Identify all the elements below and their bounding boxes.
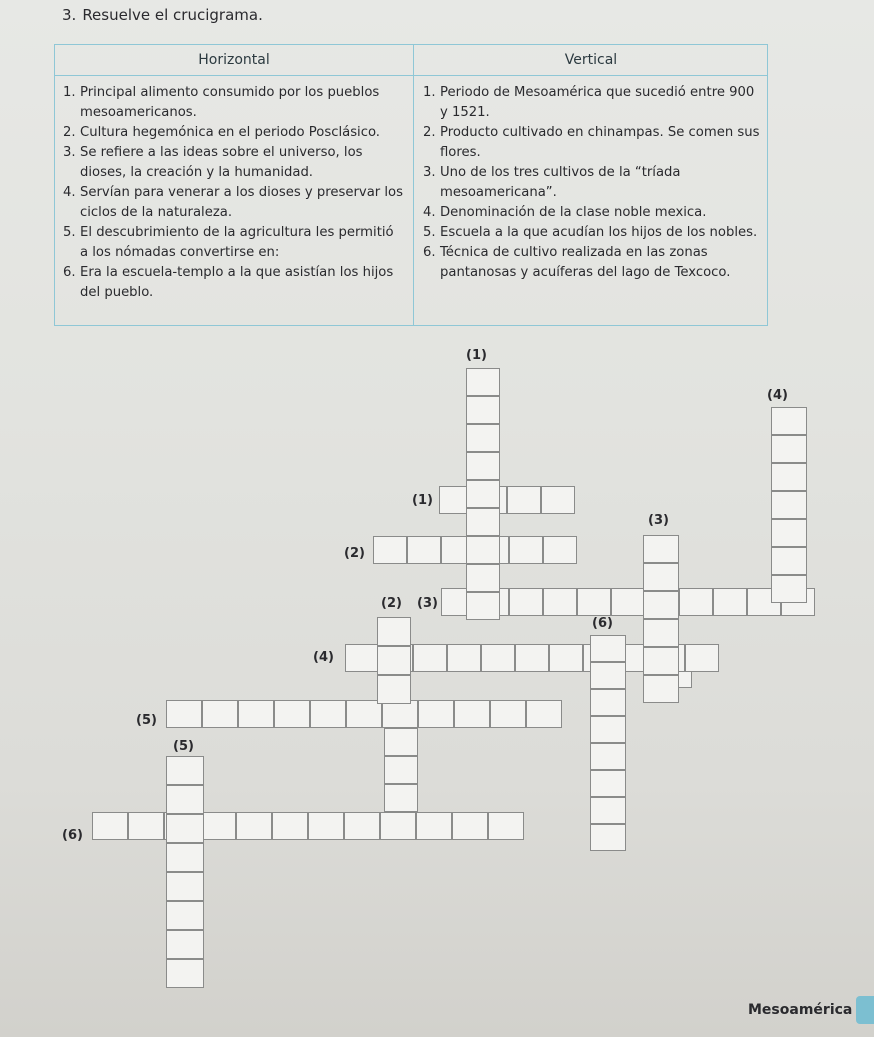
label-horizontal-3: (3) bbox=[417, 596, 438, 611]
clue-text: Era la escuela-templo a la que asistían los hijos del pueblo. bbox=[80, 265, 394, 300]
horizontal-6-cell[interactable] bbox=[416, 812, 452, 840]
horizontal-4-cell[interactable] bbox=[685, 644, 719, 672]
horizontal-5-cell[interactable] bbox=[310, 700, 346, 728]
label-horizontal-1: (1) bbox=[412, 493, 433, 508]
horizontal-5-cell[interactable] bbox=[490, 700, 526, 728]
horizontal-3-cell[interactable] bbox=[611, 588, 645, 616]
vertical-1-cell[interactable] bbox=[466, 396, 500, 424]
vertical-3-cell[interactable] bbox=[643, 619, 679, 647]
clue-text: Producto cultivado en chinampas. Se comen sus flores. bbox=[440, 125, 760, 160]
vertical-1-cell[interactable] bbox=[466, 452, 500, 480]
label-horizontal-6: (6) bbox=[62, 828, 83, 843]
horizontal-clue bbox=[63, 83, 403, 123]
clue-number: 1. bbox=[63, 85, 76, 100]
label-vertical-4: (4) bbox=[767, 388, 788, 403]
horizontal-6-cell[interactable] bbox=[128, 812, 164, 840]
label-horizontal-4: (4) bbox=[313, 650, 334, 665]
horizontal-5-cell[interactable] bbox=[166, 700, 202, 728]
label-vertical-1: (1) bbox=[466, 348, 487, 363]
vertical-4-cell[interactable] bbox=[771, 491, 807, 519]
vertical-3-cell[interactable] bbox=[643, 675, 679, 703]
vertical-5-cell[interactable] bbox=[166, 901, 204, 930]
vertical-1-cell[interactable] bbox=[466, 508, 500, 536]
label-horizontal-5: (5) bbox=[136, 713, 157, 728]
vertical-2-cell[interactable] bbox=[377, 675, 411, 704]
horizontal-3-cell[interactable] bbox=[543, 588, 577, 616]
vertical-6-cell[interactable] bbox=[590, 689, 626, 716]
horizontal-5-cell[interactable] bbox=[454, 700, 490, 728]
horizontal-4-cell[interactable] bbox=[413, 644, 447, 672]
horizontal-5-cell[interactable] bbox=[526, 700, 562, 728]
horizontal-6-cell[interactable] bbox=[272, 812, 308, 840]
horizontal-3-cell[interactable] bbox=[577, 588, 611, 616]
clue-text: Principal alimento consumido por los pueblos mesoamericanos. bbox=[80, 85, 380, 120]
vertical-3-cell[interactable] bbox=[643, 647, 679, 675]
horizontal-3-cell[interactable] bbox=[509, 588, 543, 616]
horizontal-5-cell[interactable] bbox=[238, 700, 274, 728]
horizontal-clue bbox=[63, 183, 403, 223]
horizontal-4-cell[interactable] bbox=[345, 644, 379, 672]
vertical-1-cell[interactable] bbox=[466, 368, 500, 396]
horizontal-1-cell[interactable] bbox=[507, 486, 541, 514]
exercise-number: 3. bbox=[62, 6, 77, 24]
clue-number: 2. bbox=[63, 125, 76, 140]
horizontal-header: Horizontal bbox=[55, 45, 413, 76]
clue-text: Técnica de cultivo realizada en las zonas pantanosas y acuíferas del lago de Texcoco. bbox=[440, 245, 731, 280]
horizontal-6-cell[interactable] bbox=[380, 812, 416, 840]
clue-text: Uno de los tres cultivos de la “tríada mesoamericana”. bbox=[440, 165, 681, 200]
horizontal-clue bbox=[63, 263, 403, 303]
vertical-5-cell[interactable] bbox=[166, 959, 204, 988]
horizontal-6-cell[interactable] bbox=[92, 812, 128, 840]
column-divider bbox=[413, 75, 414, 325]
vertical-1-cell[interactable] bbox=[466, 564, 500, 592]
vertical-6-cell[interactable] bbox=[590, 797, 626, 824]
label-horizontal-2: (2) bbox=[344, 546, 365, 561]
vertical-clue bbox=[423, 123, 765, 163]
horizontal-5-cell[interactable] bbox=[346, 700, 382, 728]
exercise-heading bbox=[62, 6, 263, 24]
vertical-5-cell[interactable] bbox=[166, 814, 204, 843]
clue-text: Servían para venerar a los dioses y preservar los ciclos de la naturaleza. bbox=[80, 185, 403, 220]
vertical-5-cell[interactable] bbox=[166, 756, 204, 785]
vertical-clue bbox=[423, 243, 765, 283]
vertical-6-cell[interactable] bbox=[590, 662, 626, 689]
extra-cell[interactable] bbox=[384, 728, 418, 756]
clue-number: 6. bbox=[63, 265, 76, 280]
vertical-4-cell[interactable] bbox=[771, 435, 807, 463]
label-vertical-3: (3) bbox=[648, 513, 669, 528]
horizontal-4-cell[interactable] bbox=[515, 644, 549, 672]
horizontal-2-cell[interactable] bbox=[373, 536, 407, 564]
exercise-instruction: Resuelve el crucigrama. bbox=[82, 6, 263, 24]
vertical-clue-list bbox=[423, 83, 765, 283]
horizontal-5-cell[interactable] bbox=[274, 700, 310, 728]
horizontal-clue bbox=[63, 143, 403, 183]
vertical-4-cell[interactable] bbox=[771, 575, 807, 603]
vertical-5-cell[interactable] bbox=[166, 872, 204, 901]
vertical-1-cell[interactable] bbox=[466, 424, 500, 452]
extra-cell[interactable] bbox=[384, 756, 418, 784]
horizontal-3-cell[interactable] bbox=[713, 588, 747, 616]
horizontal-4-cell[interactable] bbox=[447, 644, 481, 672]
label-vertical-5: (5) bbox=[173, 739, 194, 754]
section-footer: Mesoamérica bbox=[748, 1002, 853, 1018]
clue-text: Escuela a la que acudían los hijos de los nobles. bbox=[440, 225, 758, 240]
vertical-6-cell[interactable] bbox=[590, 743, 626, 770]
vertical-2-cell[interactable] bbox=[377, 646, 411, 675]
clue-number: 3. bbox=[423, 165, 436, 180]
clue-text: Cultura hegemónica en el periodo Posclásico. bbox=[80, 125, 381, 140]
vertical-4-cell[interactable] bbox=[771, 407, 807, 435]
clue-number: 5. bbox=[423, 225, 436, 240]
horizontal-4-cell[interactable] bbox=[481, 644, 515, 672]
horizontal-2-cell[interactable] bbox=[509, 536, 543, 564]
vertical-4-cell[interactable] bbox=[771, 519, 807, 547]
horizontal-2-cell[interactable] bbox=[407, 536, 441, 564]
vertical-5-cell[interactable] bbox=[166, 843, 204, 872]
vertical-5-cell[interactable] bbox=[166, 785, 204, 814]
vertical-1-cell[interactable] bbox=[466, 480, 500, 508]
horizontal-5-cell[interactable] bbox=[382, 700, 418, 728]
horizontal-2-cell[interactable] bbox=[543, 536, 577, 564]
horizontal-6-cell[interactable] bbox=[488, 812, 524, 840]
horizontal-clue-list bbox=[63, 83, 403, 303]
clue-number: 3. bbox=[63, 145, 76, 160]
clue-text: Periodo de Mesoamérica que sucedió entre 900 y 1521. bbox=[440, 85, 755, 120]
horizontal-4-cell[interactable] bbox=[549, 644, 583, 672]
vertical-4-cell[interactable] bbox=[771, 547, 807, 575]
vertical-clue bbox=[423, 203, 765, 223]
clue-number: 2. bbox=[423, 125, 436, 140]
vertical-clue bbox=[423, 163, 765, 203]
vertical-5-cell[interactable] bbox=[166, 930, 204, 959]
clues-table bbox=[54, 44, 768, 326]
horizontal-6-cell[interactable] bbox=[452, 812, 488, 840]
vertical-3-cell[interactable] bbox=[643, 535, 679, 563]
clue-text: Denominación de la clase noble mexica. bbox=[440, 205, 707, 220]
vertical-3-cell[interactable] bbox=[643, 563, 679, 591]
horizontal-3-cell[interactable] bbox=[679, 588, 713, 616]
horizontal-6-cell[interactable] bbox=[344, 812, 380, 840]
vertical-4-cell[interactable] bbox=[771, 463, 807, 491]
clue-number: 4. bbox=[63, 185, 76, 200]
clue-number: 1. bbox=[423, 85, 436, 100]
vertical-header: Vertical bbox=[413, 45, 768, 76]
vertical-3-cell[interactable] bbox=[643, 591, 679, 619]
vertical-1-cell[interactable] bbox=[466, 592, 500, 620]
vertical-6-cell[interactable] bbox=[590, 824, 626, 851]
horizontal-6-cell[interactable] bbox=[236, 812, 272, 840]
clue-number: 6. bbox=[423, 245, 436, 260]
clue-text: Se refiere a las ideas sobre el universo, los dioses, la creación y la humanidad. bbox=[80, 145, 363, 180]
vertical-1-cell[interactable] bbox=[466, 536, 500, 564]
horizontal-5-cell[interactable] bbox=[418, 700, 454, 728]
horizontal-clue bbox=[63, 123, 403, 143]
clue-number: 4. bbox=[423, 205, 436, 220]
horizontal-6-cell[interactable] bbox=[200, 812, 236, 840]
vertical-6-cell[interactable] bbox=[590, 635, 626, 662]
horizontal-6-cell[interactable] bbox=[308, 812, 344, 840]
label-vertical-6: (6) bbox=[592, 616, 613, 631]
vertical-6-cell[interactable] bbox=[590, 770, 626, 797]
horizontal-5-cell[interactable] bbox=[202, 700, 238, 728]
vertical-2-cell[interactable] bbox=[377, 617, 411, 646]
page-tab bbox=[856, 996, 874, 1024]
clue-number: 5. bbox=[63, 225, 76, 240]
vertical-clue bbox=[423, 223, 765, 243]
horizontal-1-cell[interactable] bbox=[541, 486, 575, 514]
horizontal-clue bbox=[63, 223, 403, 263]
vertical-clue bbox=[423, 83, 765, 123]
vertical-6-cell[interactable] bbox=[590, 716, 626, 743]
clue-text: El descubrimiento de la agricultura les permitió a los nómadas convertirse en: bbox=[80, 225, 394, 260]
extra-cell[interactable] bbox=[384, 784, 418, 812]
label-vertical-2: (2) bbox=[381, 596, 402, 611]
